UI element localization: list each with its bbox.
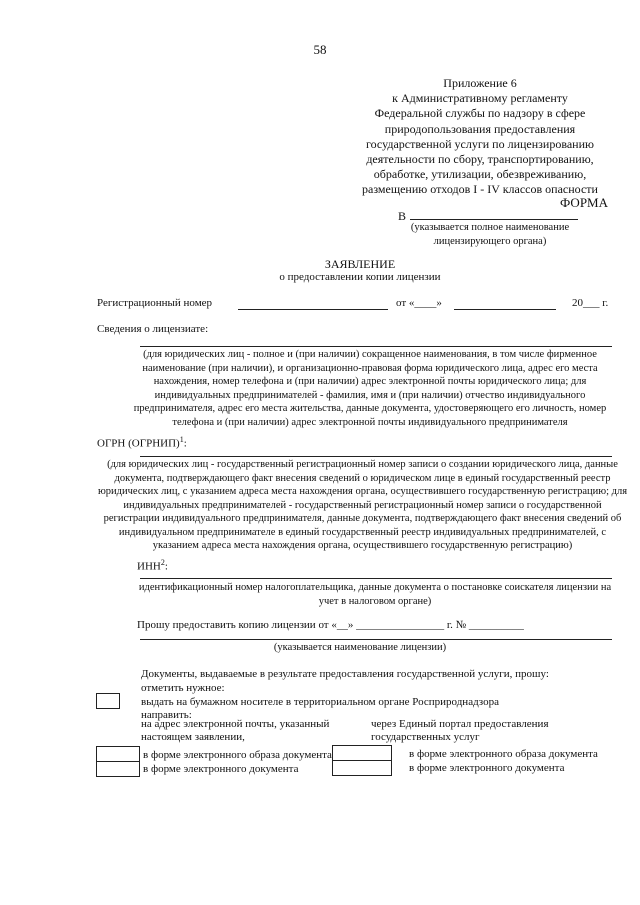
appendix-header <box>330 76 630 198</box>
addressee-note-2: лицензирующего органа) <box>433 236 547 247</box>
addressee-line[interactable] <box>410 219 578 220</box>
registration-date-field[interactable] <box>454 309 556 310</box>
appendix-line: деятельности по сбору, транспортированию, <box>366 152 594 167</box>
documents-intro: Документы, выдаваемые в результате предоставления государственной услуги, прошу: <box>141 668 549 680</box>
send-label: направить: <box>141 709 192 721</box>
request-text: Прошу предоставить копию лицензии от «__» ________________ г. № __________ <box>137 619 524 631</box>
ogrn-label: ОГРН (ОГРНИП)$^1$: <box>97 435 187 450</box>
appendix-title: Приложение 6 <box>443 76 517 90</box>
paper-delivery-checkbox[interactable] <box>96 693 120 709</box>
portal-document-label: в форме электронного документа <box>409 762 565 774</box>
addressee-prefix: В <box>398 209 407 223</box>
paper-delivery-label: выдать на бумажном носителе в территориальном органе Росприроднадзора <box>141 696 499 708</box>
appendix-line: размещению отходов I - IV классов опасности <box>362 182 598 197</box>
email-image-label: в форме электронного образа документа <box>143 749 332 761</box>
ogrn-note: (для юридических лиц - государственный регистрационный номер записи о создании юридического лица, данные документа, подтверждающего факт внесения сведений о юридическом лице в единый государственный реестр юридических лиц, с указанием адреса места нахождения органа, осуществившего государственную регистрацию; для индивидуальных предпринимателей - государственный регистрационный номер записи о государственной регистрации индивидуального предпринимателя, данные документа, подтверждающего факт внесения сведений об индивидуальном предпринимателе в единый государственный реестр индивидуальных предпринимателей, с указанием адреса места нахождения органа, осуществившего государственную регистрацию) <box>97 459 628 551</box>
appendix-line: к Административному регламенту <box>392 91 568 106</box>
email-image-checkbox[interactable] <box>96 746 140 762</box>
email-option-label-2: настоящем заявлении, <box>141 731 245 743</box>
portal-image-checkbox[interactable] <box>332 745 392 761</box>
portal-document-checkbox[interactable] <box>332 760 392 776</box>
inn-label: ИНН$^2$: <box>137 558 168 573</box>
email-document-label: в форме электронного документа <box>143 763 299 775</box>
registration-number-field[interactable] <box>238 309 388 310</box>
document-subtitle: о предоставлении копии лицензии <box>279 271 441 283</box>
inn-note: идентификационный номер налогоплательщика, данные документа о постановке соискателя лицензии на учет в налоговом органе) <box>138 582 612 607</box>
inn-field[interactable] <box>140 578 612 579</box>
email-option-label: на адрес электронной почты, указанный <box>141 718 330 730</box>
page-number: 58 <box>313 42 327 57</box>
addressee-note-1: (указывается полное наименование <box>410 222 570 233</box>
forma-label: ФОРМА <box>560 195 608 210</box>
license-name-field[interactable] <box>140 639 612 640</box>
documents-intro-2: отметить нужное: <box>141 682 225 694</box>
appendix-line: Федеральной службы по надзору в сфере <box>374 106 586 121</box>
registration-year: 20___ г. <box>572 297 609 309</box>
registration-label: Регистрационный номер <box>97 297 213 309</box>
appendix-line: природопользования предоставления <box>384 121 576 136</box>
appendix-line: государственной услуги по лицензированию <box>366 136 594 151</box>
registration-date-from: от «____» <box>396 297 442 309</box>
portal-option-label-2: государственных услуг <box>371 731 480 743</box>
document-title: ЗАЯВЛЕНИЕ <box>324 257 396 271</box>
licensee-field[interactable] <box>140 346 612 347</box>
licensee-label: Сведения о лицензиате: <box>97 323 209 335</box>
appendix-line: обработке, утилизации, обезвреживанию, <box>373 167 587 182</box>
ogrn-field[interactable] <box>140 456 612 457</box>
email-document-checkbox[interactable] <box>96 761 140 777</box>
portal-option-label: через Единый портал предоставления <box>371 718 549 730</box>
portal-image-label: в форме электронного образа документа <box>409 748 598 760</box>
licensee-note: (для юридических лиц - полное и (при наличии) сокращенное наименования, в том числе фирменное наименование (при наличии), и организационно-правовая форма юридического лица, адрес его места нахождения, номер телефона и (при наличии) адрес электронной почты юридического лица; для индивидуальных предпринимателей - фамилия, имя и (при наличии) отчество индивидуального предпринимателя, адрес его места жительства, данные документа, удостоверяющего его личность, номер телефона и (при наличии) адрес электронной почты индивидуального предпринимателя <box>133 349 607 428</box>
request-note: (указывается наименование лицензии) <box>273 642 447 653</box>
